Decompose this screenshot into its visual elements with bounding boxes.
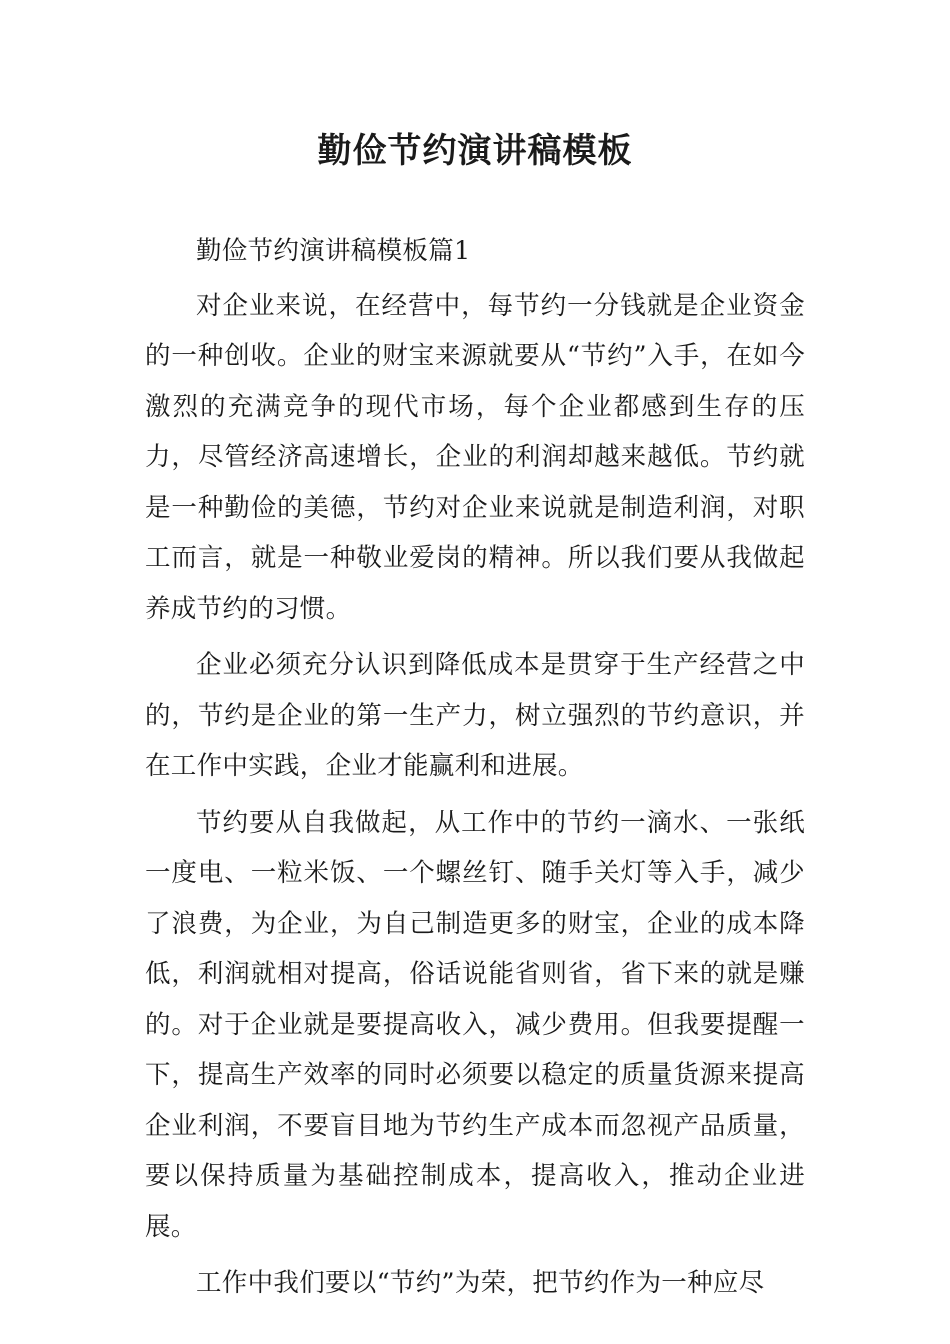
section-heading: 勤俭节约演讲稿模板篇1 [196,236,471,266]
document-body [145,226,805,1309]
paragraph-4: 工作中我们要以“节约”为荣，把节约作为一种应尽 [196,1268,765,1298]
paragraph-3: 节约要从自我做起，从工作中的节约一滴水、一张纸一度电、一粒米饭、一个螺丝钉、随手关灯等入手，减少了浪费，为企业，为自己制造更多的财宝，企业的成本降低，利润就相对提高，俗话说能省则省，省下来的就是赚的。对于企业就是要提高收入，减少费用。但我要提醒一下，提高生产效率的同时必须要以稳定的质量货源来提高企业利润，不要盲目地为节约生产成本而忽视产品质量，要以保持质量为基础控制成本，提高收入，推动企业进展。 [145,807,805,1242]
paragraph-2: 企业必须充分认识到降低成本是贯穿于生产经营之中的，节约是企业的第一生产力，树立强烈的节约意识，并在工作中实践，企业才能赢利和进展。 [145,650,805,781]
paragraph-1: 对企业来说，在经营中，每节约一分钱就是企业资金的一种创收。企业的财宝来源就要从“节约”入手，在如今激烈的充满竞争的现代市场，每个企业都感到生存的压力，尽管经济高速增长，企业的利润却越来越低。节约就是一种勤俭的美德，节约对企业来说就是制造利润，对职工而言，就是一种敬业爱岗的精神。所以我们要从我做起养成节约的习惯。 [145,290,805,624]
document-title: 勤俭节约演讲稿模板 [317,131,633,171]
